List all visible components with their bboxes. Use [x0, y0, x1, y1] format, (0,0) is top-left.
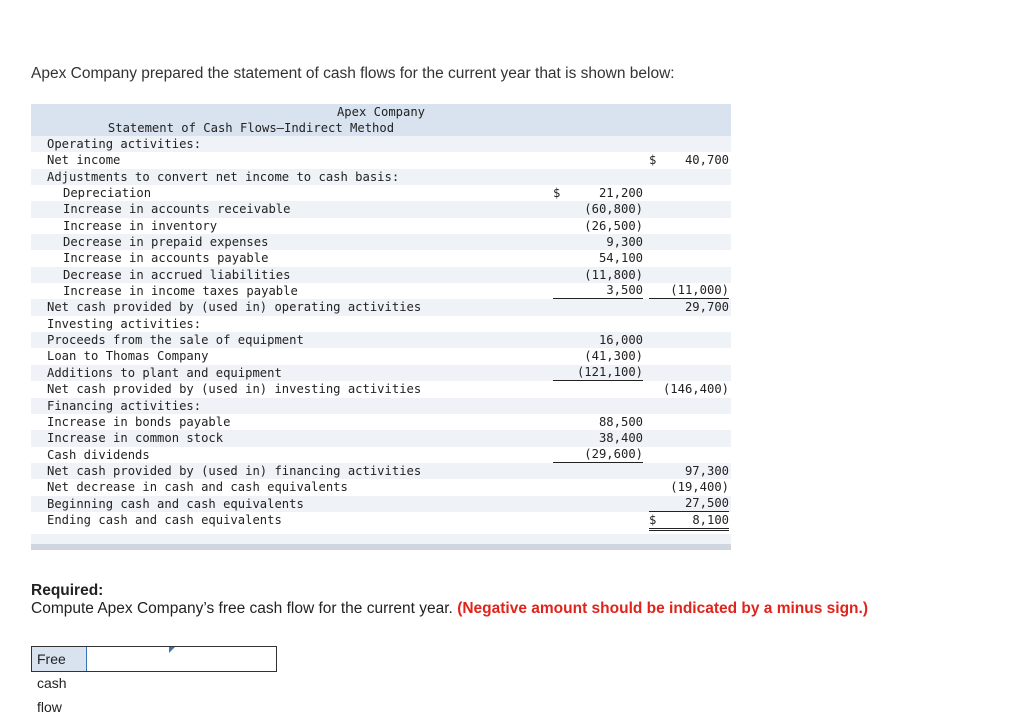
amount-value: (19,400)	[670, 480, 729, 495]
statement-row	[31, 316, 731, 332]
statement-row	[31, 496, 731, 512]
amount-value: (60,800)	[584, 202, 643, 217]
statement-row	[31, 365, 731, 381]
row-label: Adjustments to convert net income to cash basis:	[47, 169, 400, 184]
required-note: (Negative amount should be indicated by a minus sign.)	[457, 600, 868, 617]
row-label: Net cash provided by (used in) financing activities	[47, 463, 422, 478]
row-amount-col2	[649, 283, 729, 299]
row-amount-col2	[649, 479, 729, 495]
row-amount-col1	[553, 218, 643, 234]
amount-value: 40,700	[684, 153, 729, 168]
free-cash-flow-label: Free cash flow	[32, 647, 86, 671]
row-label: Net cash provided by (used in) operating activities	[47, 300, 422, 315]
statement-title: Statement of Cash Flows—Indirect Method	[107, 121, 395, 135]
row-label: Beginning cash and cash equivalents	[47, 496, 304, 511]
statement-row	[31, 447, 731, 463]
statement-row	[31, 169, 731, 185]
row-amount-col1	[553, 283, 643, 299]
amount-value: (29,600)	[584, 446, 643, 461]
statement-row	[31, 430, 731, 446]
row-amount-col1	[553, 234, 643, 250]
cash-flow-statement	[31, 104, 731, 550]
amount-value: 29,700	[684, 300, 729, 315]
row-label: Increase in income taxes payable	[63, 284, 298, 299]
amount-value: 8,100	[692, 512, 729, 527]
statement-row	[31, 512, 731, 528]
row-amount-col2	[649, 512, 729, 531]
row-label: Increase in common stock	[47, 431, 224, 446]
amount-value: 38,400	[598, 431, 643, 446]
amount-value: (26,500)	[584, 218, 643, 233]
dollar-sign: $	[649, 153, 657, 168]
statement-row	[31, 201, 731, 217]
row-amount-col1	[553, 250, 643, 266]
row-amount-col2	[649, 381, 729, 397]
statement-row	[31, 348, 731, 364]
row-label: Decrease in accrued liabilities	[63, 267, 291, 282]
answer-row	[31, 646, 277, 715]
amount-value: (11,000)	[670, 283, 729, 298]
amount-value: 27,500	[684, 495, 729, 510]
row-label: Cash dividends	[47, 447, 150, 462]
required-question	[31, 600, 868, 618]
row-label: Increase in bonds payable	[47, 414, 231, 429]
required-text: Compute Apex Company’s free cash flow for the current year.	[31, 600, 458, 617]
statement-row	[31, 136, 731, 152]
statement-row	[31, 234, 731, 250]
row-amount-col1	[553, 348, 643, 364]
statement-row	[31, 414, 731, 430]
row-label: Increase in inventory	[63, 218, 218, 233]
required-section	[31, 582, 868, 618]
row-amount-col1	[553, 267, 643, 283]
row-amount-col1	[553, 414, 643, 430]
amount-value: 97,300	[684, 463, 729, 478]
row-amount-col2	[649, 496, 729, 512]
row-label: Net cash provided by (used in) investing activities	[47, 382, 422, 397]
statement-row	[31, 463, 731, 479]
row-amount-col1	[553, 185, 643, 201]
row-label: Operating activities:	[47, 137, 202, 151]
row-label: Investing activities:	[47, 316, 202, 331]
amount-value: 21,200	[598, 186, 643, 201]
amount-value: 16,000	[598, 333, 643, 348]
statement-row	[31, 250, 731, 266]
statement-row	[31, 479, 731, 495]
row-label: Increase in accounts payable	[63, 251, 269, 266]
row-label: Financing activities:	[47, 398, 202, 413]
amount-value: 88,500	[598, 414, 643, 429]
dollar-sign: $	[553, 186, 561, 201]
statement-row	[31, 381, 731, 397]
free-cash-flow-input[interactable]	[86, 647, 276, 671]
amount-value: (41,300)	[584, 349, 643, 364]
row-label: Proceeds from the sale of equipment	[47, 333, 304, 348]
statement-footer	[31, 534, 731, 550]
row-label: Additions to plant and equipment	[47, 365, 282, 380]
row-amount-col1	[553, 365, 643, 381]
amount-value: (11,800)	[584, 267, 643, 282]
company-name: Apex Company	[336, 105, 426, 119]
statement-row	[31, 152, 731, 168]
statement-row	[31, 398, 731, 414]
row-amount-col2	[649, 463, 729, 479]
row-label: Depreciation	[63, 186, 152, 201]
amount-value: (121,100)	[576, 364, 643, 379]
statement-row	[31, 218, 731, 234]
statement-row	[31, 332, 731, 348]
amount-value: 9,300	[606, 235, 643, 250]
statement-row	[31, 185, 731, 201]
row-amount-col1	[553, 201, 643, 217]
row-label: Loan to Thomas Company	[47, 349, 209, 364]
statement-rows	[31, 136, 731, 528]
statement-header	[31, 104, 731, 136]
intro-text: Apex Company prepared the statement of cash flows for the current year that is shown below:	[31, 65, 675, 82]
input-flag-icon	[169, 647, 175, 653]
row-label: Ending cash and cash equivalents	[47, 512, 282, 527]
row-amount-col1	[553, 447, 643, 463]
amount-value: (146,400)	[662, 382, 729, 397]
row-label: Decrease in prepaid expenses	[63, 235, 269, 250]
statement-row	[31, 267, 731, 283]
row-label: Increase in accounts receivable	[63, 202, 291, 217]
row-amount-col2	[649, 299, 729, 315]
required-title: Required:	[31, 582, 104, 599]
row-label: Net income	[47, 153, 121, 168]
row-label: Net decrease in cash and cash equivalents	[47, 480, 348, 495]
amount-value: 54,100	[598, 251, 643, 266]
row-amount-col1	[553, 430, 643, 446]
statement-row	[31, 283, 731, 299]
row-amount-col1	[553, 332, 643, 348]
statement-row	[31, 299, 731, 315]
dollar-sign: $	[649, 512, 657, 527]
amount-value: 3,500	[606, 283, 643, 298]
row-amount-col2	[649, 152, 729, 168]
